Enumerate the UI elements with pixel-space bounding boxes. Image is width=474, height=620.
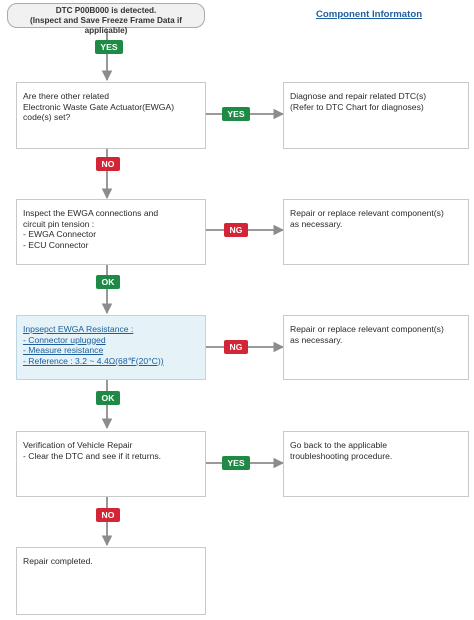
ok-badge-step2: OK <box>96 275 120 289</box>
action-2-box <box>283 199 469 265</box>
action-4-box <box>283 431 469 497</box>
yes-badge-start: YES <box>95 40 123 54</box>
step-1-line-2: Electronic Waste Gate Actuator(EWGA) <box>23 101 175 112</box>
step-2-line-2: circuit pin tension : <box>23 218 95 229</box>
reference-link[interactable]: - Reference : 3.2 ~ 4.4Ω(68℉(20°C)) <box>23 355 164 366</box>
step-4-line-1: Verification of Vehicle Repair <box>23 440 133 450</box>
step-1-line-1: Are there other related <box>23 91 109 101</box>
step-2-line-1: Inspect the EWGA connections and <box>23 208 159 218</box>
action-3-line-2: as necessary. <box>290 334 343 345</box>
action-3-line-1: Repair or replace relevant component(s) <box>290 324 444 334</box>
no-badge-step1: NO <box>96 157 120 171</box>
action-2-line-1: Repair or replace relevant component(s) <box>290 208 444 218</box>
action-2-line-2: as necessary. <box>290 218 343 229</box>
yes-badge-step1: YES <box>222 107 250 121</box>
end-box <box>16 547 206 615</box>
ok-badge-step3: OK <box>96 391 120 405</box>
connector-unplugged-link[interactable]: - Connector uplugged <box>23 334 106 345</box>
action-1-line-1: Diagnose and repair related DTC(s) <box>290 91 427 101</box>
start-node <box>7 3 205 35</box>
action-3-box <box>283 315 469 380</box>
action-4-line-2: troubleshooting procedure. <box>290 450 393 461</box>
ng-badge-step3: NG <box>224 340 248 354</box>
action-1-box <box>283 82 469 149</box>
step-3-box <box>16 315 206 380</box>
step-4-line-2: - Clear the DTC and see if it returns. <box>23 450 162 461</box>
step-2-box <box>16 199 206 265</box>
ng-badge-step2: NG <box>224 223 248 237</box>
start-line-2: (Inspect and Save Freeze Frame Data if applicable) <box>30 16 182 35</box>
start-line-1: DTC P00B000 is detected. <box>55 6 157 15</box>
step-1-line-3: code(s) set? <box>23 112 71 123</box>
action-4-line-1: Go back to the applicable <box>290 440 387 450</box>
end-text: Repair completed. <box>23 556 93 566</box>
resistance-link[interactable]: Inpsepct EWGA Resistance : <box>23 324 134 334</box>
step-2-line-4: - ECU Connector <box>23 239 89 250</box>
component-information-link[interactable]: Component Informaton <box>316 9 423 20</box>
step-1-box <box>16 82 206 149</box>
measure-resistance-link[interactable]: - Measure resistance <box>23 345 104 356</box>
action-1-line-2: (Refer to DTC Chart for diagnoses) <box>290 101 424 112</box>
yes-badge-step4: YES <box>222 456 250 470</box>
no-badge-step4: NO <box>96 508 120 522</box>
step-4-box <box>16 431 206 497</box>
step-2-line-3: - EWGA Connector <box>23 229 97 240</box>
